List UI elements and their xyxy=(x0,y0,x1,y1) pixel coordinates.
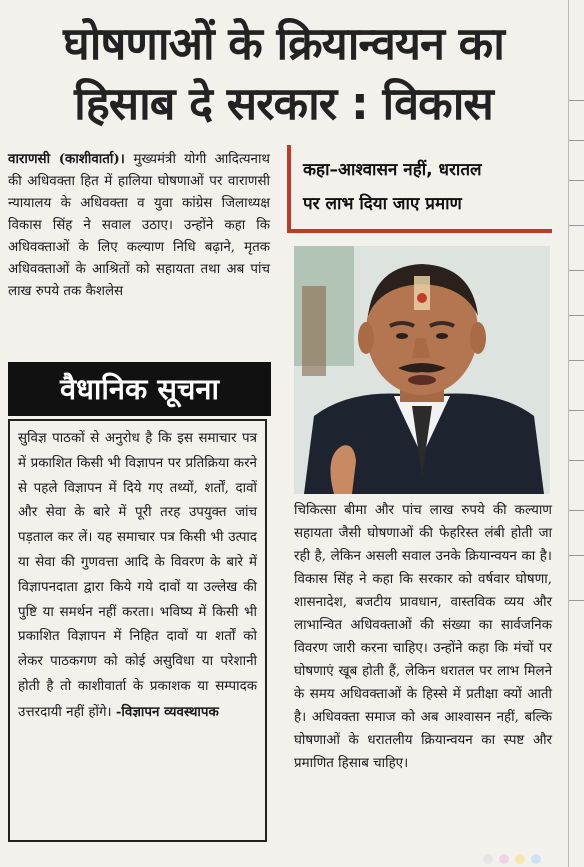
subheadline-line-2: पर लाभ दिया जाए प्रमाण xyxy=(303,194,462,214)
rule-tick xyxy=(569,140,584,141)
dateline: वाराणसी (काशीवार्ता)। xyxy=(8,151,134,167)
rule-tick xyxy=(569,510,584,511)
rule-tick xyxy=(569,410,584,411)
rule-tick xyxy=(569,460,584,461)
right-column-text: चिकित्सा बीमा और पांच लाख रुपये की कल्याण सहायता जैसी घोषणाओं की फेहरिस्त लंबी होती जा रही है, लेकिन असली सवाल उनके क्रियान्वयन का है। विकास सिंह ने कहा कि सरकार को वर्षवार घोषणा, शासनादेश, बजटीय प्रावधान, वास्तविक व्यय और लाभान्वित अधिवक्ताओं की संख्या का सार्वजनिक विवरण जारी करना चाहिए। उन्होंने कहा कि मंचों पर घोषणाएं खूब होती हैं, लेकिन धरातल पर लाभ मिलने के समय अधिवक्ताओं के हिस्से में प्रतीक्षा क्यों आती है। अधिवक्ता समाज को अब आश्वासन नहीं, बल्कि घोषणाओं के धरातलीय क्रियान्वयन का स्पष्ट और प्रमाणित हिसाब चाहिए। xyxy=(294,503,552,771)
color-registration-dots xyxy=(480,852,560,866)
headline-line-1: घोषणाओं के क्रियान्वयन का xyxy=(63,17,504,70)
notice-signature: -विज्ञापन व्यवस्थापक xyxy=(115,703,219,720)
rule-tick xyxy=(569,225,584,226)
rule-tick xyxy=(569,555,584,556)
headline xyxy=(6,14,561,134)
left-column-body: मुख्यमंत्री योगी आदित्यनाथ की अधिवक्ता हित में हालिया घोषणाओं पर वाराणसी न्यायालय के अधिवक्ता व युवा कांग्रेस जिलाध्यक्ष विकास सिंह ने सवाल उठाए। उन्होंने कहा कि अधिवक्ताओं के लिए कल्याण निधि बढ़ाने, मृतक अधिवक्ताओं के आश्रितों को सहायता तथा अब पांच लाख रुपये तक कैशलेस xyxy=(8,152,270,299)
notice-body: सुविज्ञ पाठकों से अनुरोध है कि इस समाचार पत्र में प्रकाशित किसी भी विज्ञापन पर प्रतिक्रिया करने से पहले विज्ञापन में दिये गए तथ्यों, शर्तों, दावों और सेवा के बारे में पूरी तरह उपयुक्त जांच पड़ताल कर लें। यह समाचार पत्र किसी भी उत्पाद या सेवा की गुणवत्ता आदि के विवरण के बारे में विज्ञापनदाता द्वारा किये गये दावों या उल्लेख की पुष्टि या समर्थन नहीं करता। भविष्य में किसी भी प्रकाशित विज्ञापन में निहित दावों या शर्तों को लेकर पाठकगण को कोई असुविधा या परेशानी होती है तो काशीवार्ता के प्रकाशक या सम्पादक उत्तरदायी नहीं होंगे। xyxy=(18,431,257,720)
portrait-illustration xyxy=(294,246,550,494)
rule-tick xyxy=(569,315,584,316)
rule-tick xyxy=(569,360,584,361)
portrait-photo xyxy=(294,246,550,494)
notice-title: वैधानिक सूचना xyxy=(8,362,271,416)
subheadline-line-1: कहा–आश्वासन नहीं, धरातल xyxy=(303,160,482,180)
headline-line-2: हिसाब दे सरकार : विकास xyxy=(74,77,493,130)
left-column-text xyxy=(8,148,270,303)
rule-tick xyxy=(569,270,584,271)
rule-tick xyxy=(569,180,584,181)
adjacent-column-edge xyxy=(568,0,584,867)
notice-box xyxy=(8,419,267,842)
rule-tick xyxy=(569,600,584,601)
subheadline xyxy=(287,145,552,233)
rule-tick xyxy=(569,100,584,101)
